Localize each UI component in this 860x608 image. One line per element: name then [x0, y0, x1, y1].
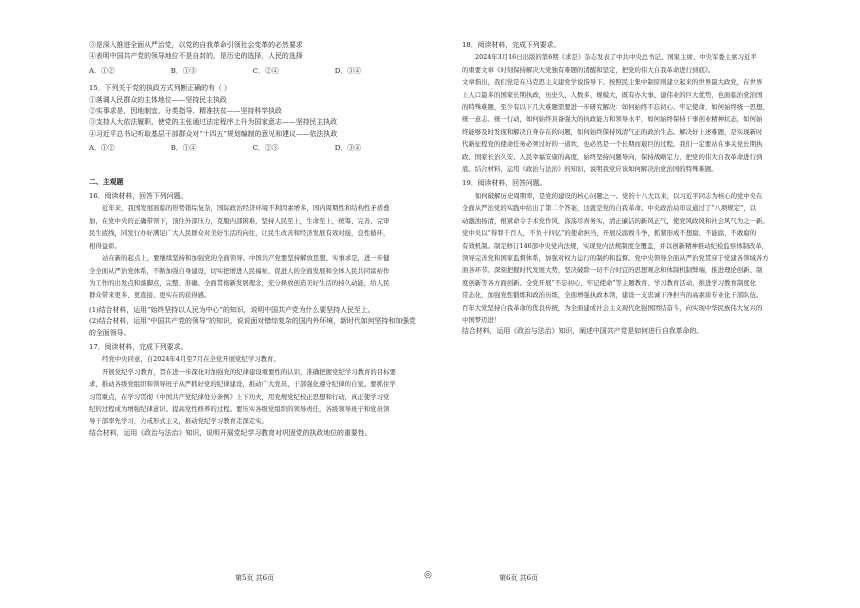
- q14-option-b: B．①③: [170, 66, 197, 75]
- q16-material-line: 加，在党中央的正确带领下，顶住外部压力，克服内部困难，坚持人民至上，生命至上，统筹、完善、完审: [89, 216, 390, 225]
- q16-material-line: 相得益彰。: [89, 241, 121, 250]
- q19-material-line: 领导完善党和国家监督体系，加强对权力运行的制约和监督。党中央领导全面从严治党贯穿于党建各领域各方: [462, 253, 769, 262]
- q19-material-line: 全面从严治党的实践中给出了第二个答案，这就是党的自我革命。中央政治局审议通过了“八项规定”，以: [462, 204, 757, 213]
- q18-material-line: 终能够及时发现和解决自身存在的问题，如何始终保持风清气正的政治生态。解决好上述难题，是实现新时: [462, 127, 763, 136]
- q18-material-line: 上人口最多的国家长期执政，历史久、人数多、规模大，既有办大事、建伟业的巨大优势，也面临治党治国: [462, 90, 763, 99]
- q16-material-line: 站在新的起点上，要继续坚持和加强党的全面领导。中国共产党要坚持解放思想、实事求是，进一步健: [102, 254, 390, 263]
- q19-material-line: 常态化，加强党性锻炼和政治历练，全面增强执政本领，建设一支忠诚干净担当的高素质专业化干部队伍。: [462, 291, 763, 300]
- q15-option-d: D．③④: [334, 144, 361, 153]
- q18-material-line: 统一意志、统一行动，如何始终具备强大的执政能力和领导水平，如何始终保持干事创业精神状态，如何始: [462, 115, 763, 124]
- binding-hole-icon: ◎: [424, 570, 432, 580]
- q14-choice-4: ④表明中国共产党的领导地位不是自封的，是历史的选择，人民的选择: [89, 52, 303, 61]
- q19-material-line: 中国梦迈进！: [462, 315, 501, 324]
- q18-material-line: 政、国家长治久安、人民幸福安康的高度，始终坚持问题导向，保持战略定力，把党的伟大自我革命进行到: [462, 152, 763, 161]
- q14-option-a: A．①②: [89, 66, 115, 75]
- q17-question: 结合材料，运用《政治与法治》知识，说明开展党纪学习教育对巩固党的执政地位的重要性。: [89, 428, 372, 437]
- right-page-column: [462, 40, 812, 338]
- q16-subquestion-2-cont: 的全面领导。: [89, 328, 131, 337]
- q17-material-line: 求，推动各级党组织和领导班子从严抓好党的纪律建设，推动广大党员、干部强化遵守纪律的自觉。要抓住学: [89, 380, 396, 389]
- q17-material-line: 开展党纪学习教育，旨在进一步深化对加强党的纪律建设重要性的认识，准确把握党纪学习教育的目标要: [102, 367, 396, 376]
- q18-material-line: 底。结合材料，运用《政治与法治》的知识，说明我党应该如何解决治党治国的特殊难题。: [462, 165, 718, 174]
- q18-material-line: 文章指出，我们党是在马克思主义建党学说指导下、按照民主集中制原则建立起来的世界最大政党，在世界: [462, 78, 763, 87]
- q19-stem: 19．阅读材料，回答问题。: [462, 179, 547, 188]
- q19-material-line: 如何破解历史周期率，是党的建设的核心问题之一。党的十八大以来，以习近平同志为核心的党中央在: [475, 191, 763, 200]
- q17-stem: 17．阅读材料，完成下列要求。: [89, 342, 188, 351]
- q16-material-line: 近年来，我国发展面临的形势错综复杂，国际政治经济环境不利因素增多，国内周期性和结构性矛盾叠: [102, 204, 390, 213]
- q14-options: [89, 66, 361, 77]
- q18-material-line: 2024年3月16日出版的第6期《求是》杂志发表了中共中央总书记、国家主席、中央军委主席习近平: [475, 53, 757, 62]
- q18-material-line: 的重要文章《时刻保持解决大党独有难题的清醒和坚定，把党的伟大自我革命进行到底》。: [462, 65, 715, 74]
- q18-material-line: 的特殊难题，至少有以下几大难题需要进一步研究解决：如何始终不忘初心、牢记使命，如何始终统一思想、: [462, 103, 769, 112]
- q19-material-line: 有效机制。制定修订146部中央党内法规，实现党内法规制度全覆盖，并以创新精神推动纪检监察体制改革，: [462, 241, 769, 250]
- q16-subquestion-1: (1)结合材料，运用“始终坚持以人民为中心”的知识，说明中国共产党为什么要坚持人民至上。: [89, 305, 375, 314]
- q15-choice-4: ④习近平总书记听取基层干部群众对“十四五”规划编制的意见和建议——依法执政: [89, 129, 338, 138]
- q17-material-line: 导干部率先学习，力戒形式主义，推动党纪学习教育走深走实。: [89, 417, 268, 426]
- q19-material-line: 党中央以“得罪千百人，不负十四亿”的使命担当，开展反腐败斗争，抓紧形成不想腐、不能腐，不敢腐的: [462, 229, 757, 238]
- q16-material-line: 民生底线，同发行办好满足广大人民群众对美好生活的向往，让民生改善和经济发展有效对接，良性循环，: [89, 229, 390, 238]
- q16-material-line: 群众带来更多、更直接、更实在的获得感。: [89, 291, 211, 300]
- q14-option-d: D．③④: [334, 66, 361, 75]
- q15-option-b: B．①④: [170, 144, 197, 153]
- q19-material-line: 百年大党坚持自我革命的优良传统，为全面建成社会主义现代化强国团结奋斗，向实现中华民族伟大复兴的: [462, 303, 763, 312]
- q15-choice-2: ②实事求是，因地制宜、分类指导、精准扶贫——坚持科学执政: [89, 107, 282, 116]
- q16-material-line: 全全面从严治党体系，不断加强自身建设，切实把增进人民福祉、促进人的全面发展和全体人民共同富裕作: [89, 266, 390, 275]
- q19-material-line: 动激浊扬清，根紧命令手术党作风，涤荡尽喜务实，清正廉洁的新风正气，使党风政风和社会风气为之一新。: [462, 216, 769, 225]
- q15-stem: 15．下列关于党的执政方式列断正确的有（ ）: [89, 84, 231, 93]
- q14-choice-3: ③是深入推进全面从严治党，以党的自我革命引领社会变革的必然要求: [89, 41, 303, 49]
- q17-material-line: 习贯重点，在学习贯彻《中国共产党纪律处分条例》上下功夫，用党规党纪校正思想和行动，真正使学习党: [89, 392, 390, 401]
- q17-material-line: 纪的过程成为增强纪律意识、提高党性修养的过程。要压实各级党组织的领导责任，各级领导班子和党员领: [89, 404, 390, 413]
- left-page-number: 第5页 共6页: [235, 574, 275, 582]
- q15-choice-1: ①落调人民群众的主体地位——坚持民主执政: [89, 95, 227, 104]
- q19-material-line: 面各环节。深刻把握时代发展大势，坚决破除一切不合时宜的思想观念和体制机制弊端，推进理论创新、制: [462, 266, 763, 275]
- q18-stem: 18．阅读材料，完成下列要求。: [462, 41, 561, 49]
- q17-material-line: 经党中央同意，自2024年4月至7月在全党开展党纪学习教育。: [102, 355, 280, 364]
- q15-option-c: C．②③: [252, 144, 279, 153]
- q16-material-line: 为工作的出发点和落脚点，完整、准确、全面贯彻新发展理念，充分释放创造美好生活的持久动能，给人民: [89, 278, 390, 287]
- left-page-column: [89, 40, 434, 439]
- q18-material-line: 代新征程党的使命任务必须过好的一道坎，也必然是一个长期而艰巨的过程。我们一定要站在事关党长期执: [462, 140, 763, 149]
- q19-material-line: 度创新等各方面创新。全党开展“不忘初心、牢记使命”等主题教育、学习教育活动，推进学习教育制度化: [462, 278, 757, 287]
- right-page-number: 第6页 共6页: [499, 574, 539, 582]
- q15-options: [89, 143, 361, 154]
- q16-stem: 16．阅读材料，回答下列问题。: [89, 192, 188, 201]
- q15-option-a: A．①②: [89, 144, 115, 153]
- q14-option-c: C．②④: [252, 66, 279, 75]
- q15-choice-3: ③支持人大依法履职，使党的主张通过法定程序上升为国家意志——坚持民主执政: [89, 118, 338, 127]
- q19-question: 结合材料，运用《政治与法治》知识，阐述中国共产党是如何进行自我革命的。: [462, 327, 704, 336]
- section-title: 二、主观题: [89, 177, 124, 186]
- q16-subquestion-2: (2)结合材料，运用“中国共产党的领导”的知识，说说面对错综复杂的国内外环境，新时代如何坚持和加强党: [89, 317, 416, 326]
